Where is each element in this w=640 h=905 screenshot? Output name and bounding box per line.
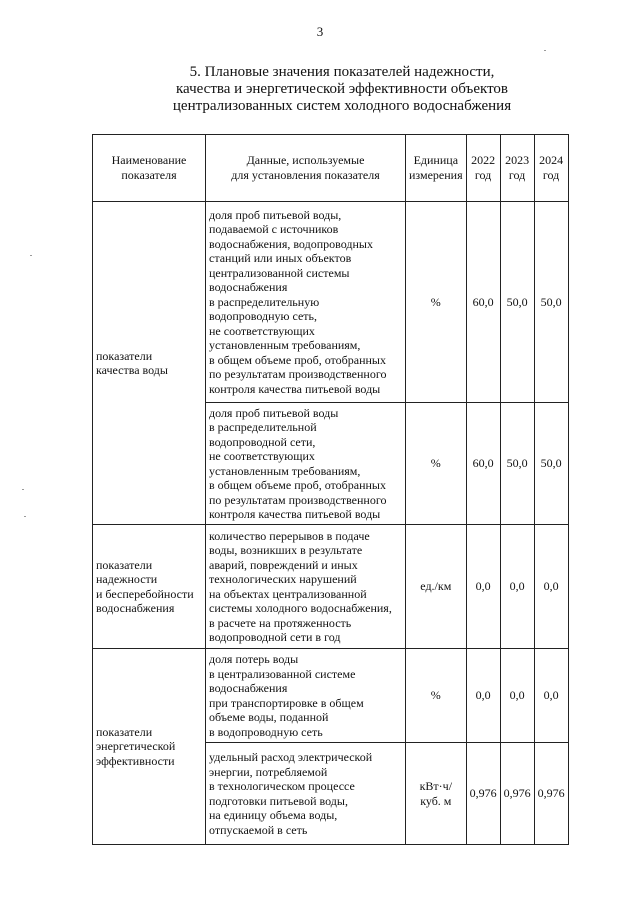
header-2024: 2024 год <box>534 135 568 202</box>
indicator-name-reliability: показатели надежности и бесперебойности водоснабжения <box>93 525 206 649</box>
scan-speck <box>24 516 26 517</box>
header-2022: 2022 год <box>466 135 500 202</box>
value-2023: 0,976 <box>500 743 534 845</box>
value-2022: 60,0 <box>466 403 500 525</box>
unit-cell: ед./км <box>406 525 467 649</box>
header-name: Наименование показателя <box>93 135 206 202</box>
unit-cell: кВт·ч/ куб. м <box>406 743 467 845</box>
table-header-row <box>93 135 569 202</box>
indicator-data: количество перерывов в подаче воды, возникших в результате аварий, повреждений и иных технологических нарушений на объектах централизованной системы холодного водоснабжения, в расчете на протяженность водопроводной сети в год <box>206 525 406 649</box>
header-2023: 2023 год <box>500 135 534 202</box>
value-2024: 0,0 <box>534 649 568 743</box>
unit-cell: % <box>406 649 467 743</box>
unit-cell: % <box>406 403 467 525</box>
scan-speck <box>22 489 24 490</box>
section-title <box>92 64 592 115</box>
value-2024: 50,0 <box>534 202 568 403</box>
table-row <box>93 202 569 403</box>
indicator-name-quality: показатели качества воды <box>93 202 206 525</box>
table-row <box>93 649 569 743</box>
value-2022: 0,976 <box>466 743 500 845</box>
value-2024: 50,0 <box>534 403 568 525</box>
indicators-table <box>92 134 569 845</box>
indicator-data: доля проб питьевой воды в распределительной водопроводной сети, не соответствующих установленным требованиям, в общем объеме проб, отобранных по результатам производственного контроля качества питьевой воды <box>206 403 406 525</box>
title-line: качества и энергетической эффективности объектов <box>175 81 509 97</box>
indicator-name-energy: показатели энергетической эффективности <box>93 649 206 845</box>
value-2023: 0,0 <box>500 649 534 743</box>
indicator-data: удельный расход электрической энергии, потребляемой в технологическом процессе подготовки питьевой воды, на единицу объема воды, отпускаемой в сеть <box>206 743 406 845</box>
scan-speck <box>544 50 546 51</box>
value-2022: 0,0 <box>466 649 500 743</box>
indicator-data: доля потерь воды в централизованной системе водоснабжения при транспортировке в общем объеме воды, поданной в водопроводную сеть <box>206 649 406 743</box>
header-unit: Единица измерения <box>406 135 467 202</box>
value-2022: 0,0 <box>466 525 500 649</box>
value-2022: 60,0 <box>466 202 500 403</box>
title-line: 5. Плановые значения показателей надежности, <box>189 64 495 80</box>
header-data: Данные, используемые для установления показателя <box>206 135 406 202</box>
title-line: централизованных систем холодного водоснабжения <box>172 98 512 114</box>
table-row <box>93 525 569 649</box>
value-2023: 0,0 <box>500 525 534 649</box>
value-2024: 0,0 <box>534 525 568 649</box>
scan-speck <box>30 255 32 256</box>
indicator-data: доля проб питьевой воды, подаваемой с источников водоснабжения, водопроводных станций или иных объектов централизованной системы водоснабжения в распределительную водопроводную сеть, не соответствующих установленным требованиям, в общем объеме проб, отобранных по результатам производственного контроля качества питьевой воды <box>206 202 406 403</box>
page-number: 3 <box>316 24 324 39</box>
value-2024: 0,976 <box>534 743 568 845</box>
unit-cell: % <box>406 202 467 403</box>
value-2023: 50,0 <box>500 202 534 403</box>
value-2023: 50,0 <box>500 403 534 525</box>
